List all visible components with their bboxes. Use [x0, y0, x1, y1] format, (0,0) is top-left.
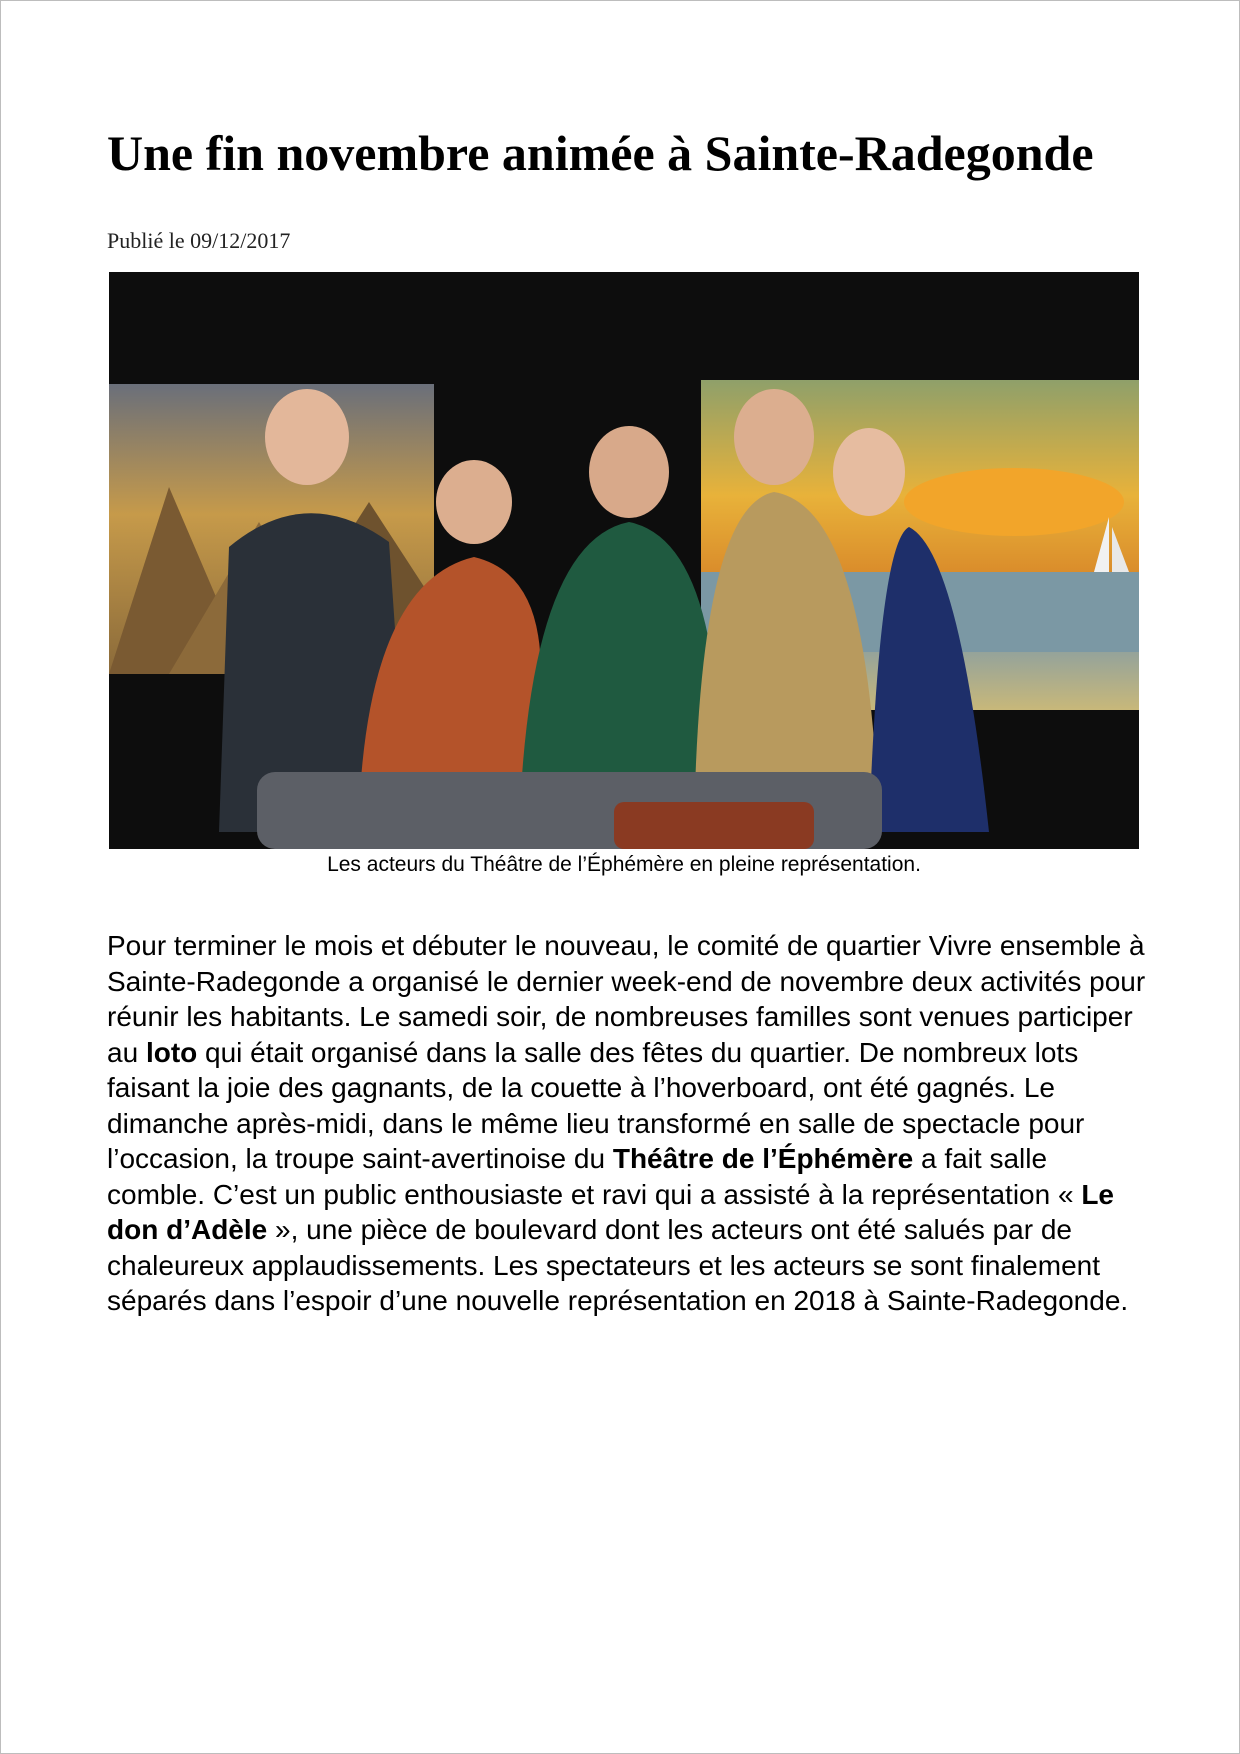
publication-date: Publié le 09/12/2017: [107, 228, 291, 253]
body-text-segment: a fait salle comble. C’est un public enthousiaste et ravi qui a assisté à la représentation «: [107, 1143, 1082, 1210]
body-text-segment: qui était organisé dans la salle des fêtes du quartier. De nombreux lots faisant la joie des gagnants, de la couette à l’hoverboard, ont été gagnés. Le dimanche après-midi, dans le même lieu transformé en salle de spectacle pour l’occasion, la troupe saint-avertinoise du: [107, 1036, 1085, 1174]
photo-caption: Les acteurs du Théâtre de l’Éphémère en pleine représentation.: [327, 853, 921, 876]
bold-term-loto: loto: [145, 1036, 198, 1068]
body-text-segment: Pour terminer le mois et débuter le nouveau, le comité de quartier Vivre ensemble à Sainte-Radegonde a organisé le dernier week-end de novembre deux activités pour réunir les habitants. Le samedi soir, de nombreuses familles sont venues participer au: [107, 930, 1146, 1068]
article-photo: [109, 272, 1139, 849]
article-body: [107, 928, 1147, 1319]
body-text-segment: », une pièce de boulevard dont les acteurs ont été salués par de chaleureux applaudissements. Les spectateurs et les acteurs se sont finalement séparés dans l’espoir d’une nouvelle représentation en 2018 à Sainte-Radegonde.: [107, 1214, 1129, 1316]
article-title: Une fin novembre animée à Sainte-Radegonde: [107, 125, 1094, 181]
bold-term-troupe: Théâtre de l’Éphémère: [612, 1143, 914, 1174]
bold-term-play-title: Le don d’Adèle: [107, 1178, 1115, 1245]
theatre-stage-photo-icon: [109, 272, 1139, 849]
